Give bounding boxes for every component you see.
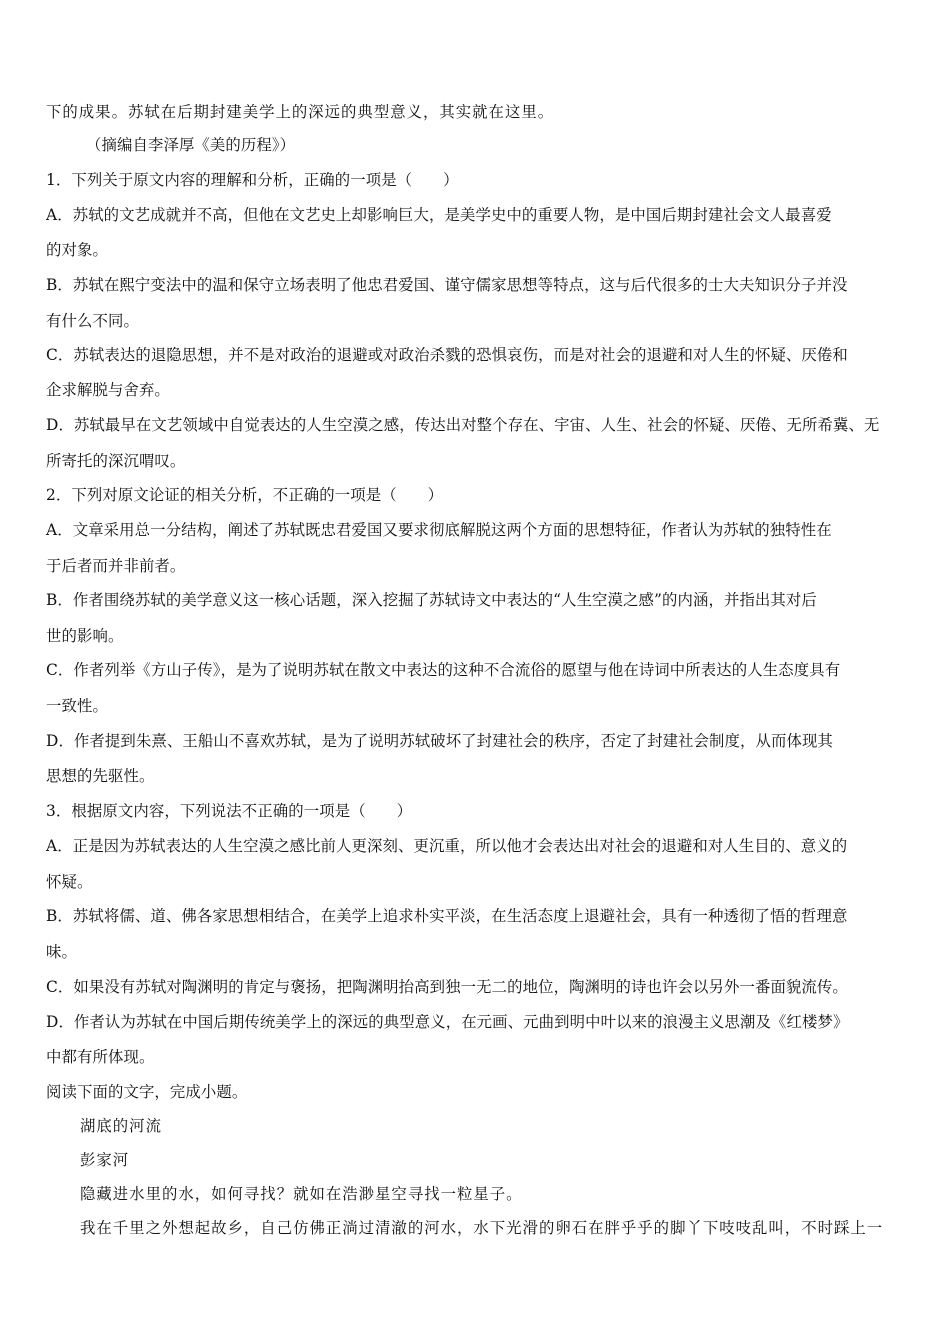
source-citation: （摘编自李泽厚《美的历程》） [86,136,296,154]
q2-option-d-cont: 思想的先驱性。 [46,767,155,785]
q1-option-a-cont: 的对象。 [46,241,108,259]
q3-option-a-cont: 怀疑。 [46,873,93,891]
article-paragraph: 我在千里之外想起故乡，自己仿佛正淌过清澈的河水，水下光滑的卵石在胖乎乎的脚丫下吱吱乱叫，不时踩上一 [80,1219,884,1237]
q1-option-c-cont: 企求解脱与舍弃。 [46,381,170,399]
q1-option-c: C．苏轼表达的退隐思想，并不是对政治的退避或对政治杀戮的恐惧哀伤，而是对社会的退避和对人生的怀疑、厌倦和 [46,346,848,364]
q3-option-c: C．如果没有苏轼对陶渊明的肯定与褒扬，把陶渊明抬高到独一无二的地位，陶渊明的诗也许会以另外一番面貌流传。 [46,978,848,996]
question-2-stem: 2．下列对原文论证的相关分析，不正确的一项是（ ） [46,486,444,504]
q3-option-d-cont: 中都有所体现。 [46,1048,155,1066]
q2-option-c-cont: 一致性。 [46,697,108,715]
question-3-stem: 3．根据原文内容，下列说法不正确的一项是（ ） [46,802,413,820]
q1-option-d: D．苏轼最早在文艺领域中自觉表达的人生空漠之感，传达出对整个存在、宇宙、人生、社会的怀疑、厌倦、无所希冀、无 [46,416,880,434]
q3-option-a: A．正是因为苏轼表达的人生空漠之感比前人更深刻、更沉重，所以他才会表达出对社会的退避和对人生目的、意义的 [46,837,848,855]
paragraph-line: 下的成果。苏轼在后期封建美学上的深远的典型意义，其实就在这里。 [46,103,555,121]
article-author: 彭家河 [80,1151,130,1169]
reading-instruction: 阅读下面的文字，完成小题。 [46,1083,248,1101]
q2-option-a-cont: 于后者而并非前者。 [46,557,186,575]
q1-option-b: B．苏轼在熙宁变法中的温和保守立场表明了他忠君爱国、谨守儒家思想等特点，这与后代很多的士大夫知识分子并没 [46,276,848,294]
q1-option-a: A．苏轼的文艺成就并不高，但他在文艺史上却影响巨大，是美学史中的重要人物，是中国后期封建社会文人最喜爱 [46,206,832,224]
q1-option-d-cont: 所寄托的深沉喟叹。 [46,452,186,470]
q2-option-b-cont: 世的影响。 [46,627,124,645]
q2-option-c: C．作者列举《方山子传》，是为了说明苏轼在散文中表达的这种不合流俗的愿望与他在诗词中所表达的人生态度具有 [46,661,841,679]
q3-option-b-cont: 味。 [46,943,77,961]
q2-option-a: A．文章采用总一分结构，阐述了苏轼既忠君爱国又要求彻底解脱这两个方面的思想特征，作者认为苏轼的独特性在 [46,521,832,539]
q3-option-d: D．作者认为苏轼在中国后期传统美学上的深远的典型意义，在元画、元曲到明中叶以来的浪漫主义思潮及《红楼梦》 [46,1013,849,1031]
q3-option-b: B．苏轼将儒、道、佛各家思想相结合，在美学上追求朴实平淡，在生活态度上退避社会，具有一种透彻了悟的哲理意 [46,907,848,925]
article-title: 湖底的河流 [80,1117,162,1135]
q2-option-d: D．作者提到朱熹、王船山不喜欢苏轼，是为了说明苏轼破坏了封建社会的秩序，否定了封建社会制度，从而体现其 [46,732,833,750]
article-paragraph: 隐藏进水里的水，如何寻找？就如在浩渺星空寻找一粒星子。 [80,1185,523,1203]
q1-option-b-cont: 有什么不同。 [46,312,139,330]
question-1-stem: 1．下列关于原文内容的理解和分析，正确的一项是（ ） [46,171,459,189]
q2-option-b: B．作者围绕苏轼的美学意义这一核心话题，深入挖掘了苏轼诗文中表达的“人生空漠之感”的内涵，并指出其对后 [46,591,817,609]
